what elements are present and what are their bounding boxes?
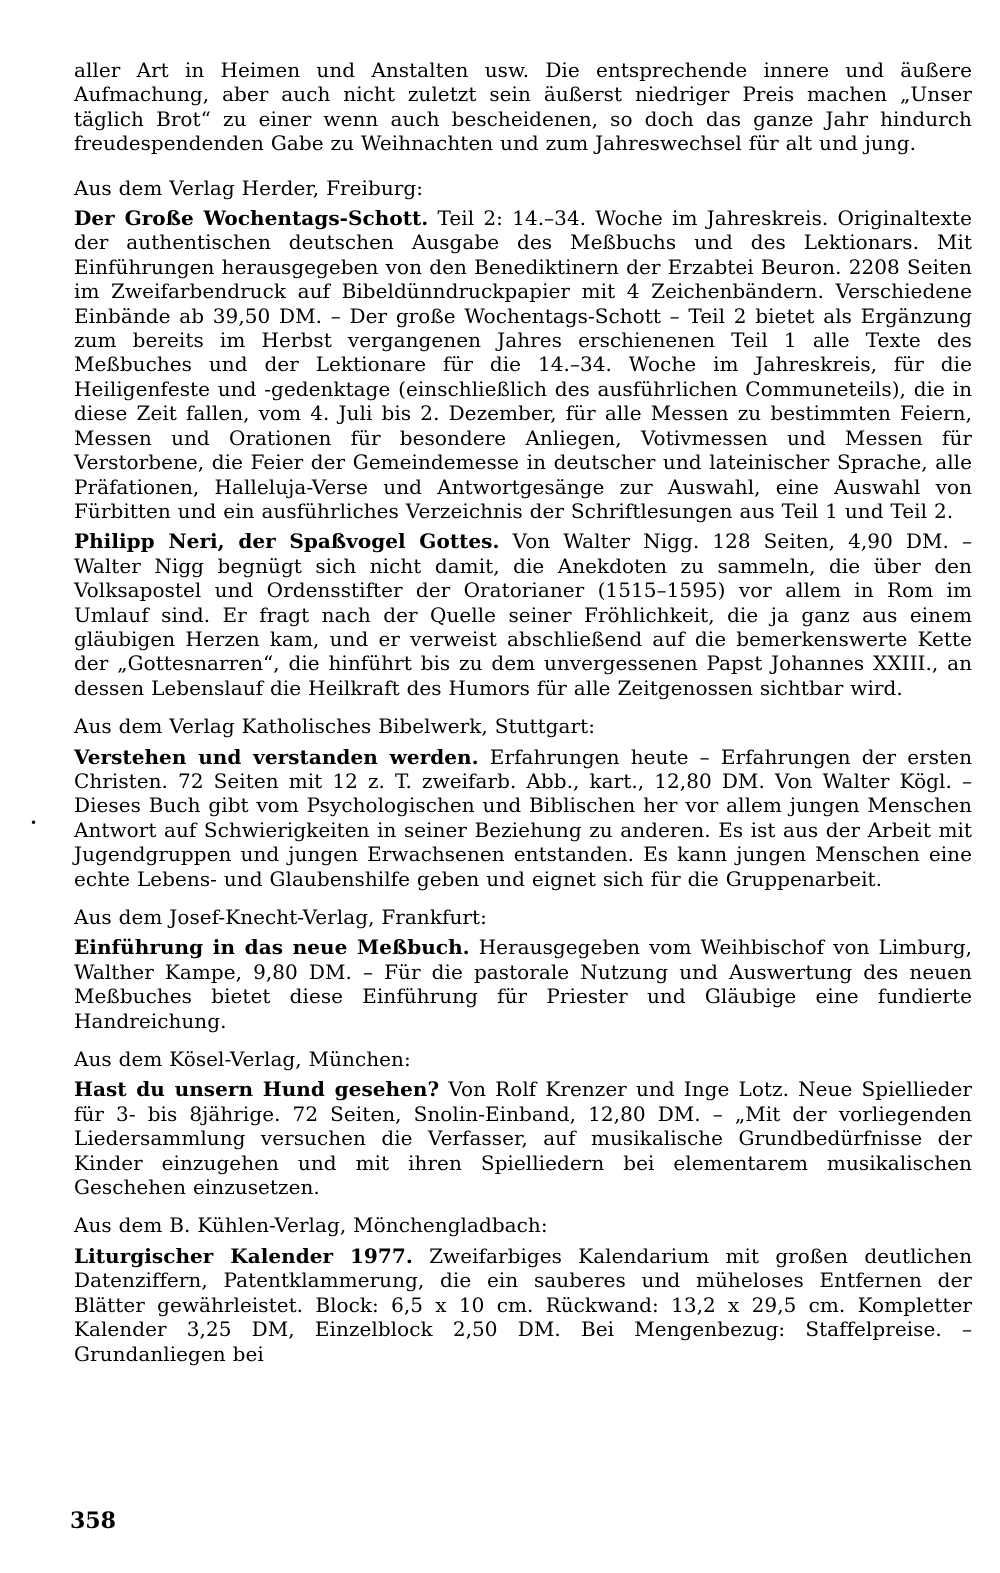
page-body (74, 58, 972, 1366)
publisher-heading: Aus dem Josef-Knecht-Verlag, Frankfurt: (74, 905, 487, 929)
book-entry (74, 206, 972, 523)
page-number: 358 (70, 1508, 116, 1534)
book-description: Erfahrungen heute – Erfahrungen der ersten Christen. 72 Seiten mit 12 z. T. zweifarb. Abb., kart., 12,80 DM. Von Walter Kögl. – Dieses Buch gibt vom Psychologischen und Biblischen her vor allem jungen Menschen Antwort auf Schwierigkeiten in seiner Beziehung zu anderen. Es ist aus der Arbeit mit Jugendgruppen und jungen Erwachsenen entstanden. Es kann jungen Menschen eine echte Lebens- und Glaubenshilfe geben und eignet sich für die Gruppenarbeit. (74, 744, 972, 891)
intro-paragraph: aller Art in Heimen und Anstalten usw. Die entsprechende innere und äußere Aufmachung, aber auch nicht zuletzt sein äußerst niedriger Preis machen „Unser täglich Brot“ zu einer wenn auch bescheidenen, so doch das ganze Jahr hindurch freudespendenden Gabe zu Weihnachten und zum Jahreswechsel für alt und jung. (74, 58, 972, 156)
book-entry (74, 1244, 972, 1366)
print-speck: • (30, 816, 38, 830)
book-description: Zweifarbiges Kalendarium mit großen deutlichen Datenziffern, Patentklammerung, die ein sauberes und müheloses Entfernen der Blätter gewährleistet. Block: 6,5 x 10 cm. Rückwand: 13,2 x 29,5 cm. Kompletter Kalender 3,25 DM, Einzelblock 2,50 DM. Bei Mengenbezug: Staffelpreise. – Grundanliegen bei (74, 1243, 972, 1366)
book-title: Verstehen und verstanden werden. (74, 744, 479, 769)
book-title: Der Große Wochentags-Schott. (74, 206, 429, 231)
publisher-heading: Aus dem Verlag Herder, Freiburg: (74, 175, 423, 200)
book-description: Herausgegeben vom Weihbischof von Limburg, Walther Kampe, 9,80 DM. – Für die pastorale Nutzung und Auswertung des neuen Meßbuches bietet diese Einführung für Priester und Gläubige eine fundierte Handreichung. (74, 935, 972, 1033)
book-description: Von Rolf Krenzer und Inge Lotz. Neue Spiellieder für 3- bis 8jährige. 72 Seiten, Snolin-Einband, 12,80 DM. – „Mit der vorliegenden Liedersammlung versuchen die Verfasser, auf musikalische Grundbedürfnisse der Kinder einzugehen und mit ihren Spielliedern bei elementarem musikalischen Geschehen einzusetzen. (74, 1077, 972, 1200)
book-title: Philipp Neri, der Spaßvogel Gottes. (74, 529, 500, 554)
book-title: Liturgischer Kalender 1977. (74, 1243, 413, 1268)
book-entry (74, 935, 972, 1033)
book-entry (74, 1077, 972, 1199)
book-title: Einführung in das neue Meßbuch. (74, 935, 470, 960)
publisher-heading: Aus dem Verlag Katholisches Bibelwerk, Stuttgart: (74, 714, 595, 739)
book-description: Von Walter Nigg. 128 Seiten, 4,90 DM. – Walter Nigg begnügt sich nicht damit, die Anekdoten zu sammeln, die über den Volksapostel und Ordensstifter der Oratorianer (1515–1595) vor allem in Rom im Umlauf sind. Er fragt nach der Quelle seiner Fröhlichkeit, die ja ganz aus einem gläubigen Herzen kam, und er verweist abschließend auf die bemerkenswerte Kette der „Gottesnarren“, die hinführt bis zu dem unvergessenen Papst Johannes XXIII., an dessen Lebenslauf die Heilkraft des Humors für alle Zeitgenossen sichtbar wird. (74, 529, 972, 700)
book-entry (74, 745, 972, 891)
book-description: Teil 2: 14.–34. Woche im Jahreskreis. Originaltexte der authentischen deutschen Ausgabe des Meßbuchs und des Lektionars. Mit Einführungen herausgegeben von den Benediktinern der Erzabtei Beuron. 2208 Seiten im Zweifarbendruck auf Bibeldünndruckpapier mit 4 Zeichenbändern. Verschiedene Einbände ab 39,50 DM. – Der große Wochentags-Schott – Teil 2 bietet als Ergänzung zum bereits im Herbst vergangenen Jahres erschienenen Teil 1 alle Texte des Meßbuches und der Lektionare für die 14.–34. Woche im Jahreskreis, für die Heiligenfeste und -gedenktage (einschließlich des ausführlichen Communeteils), die in diese Zeit fallen, vom 4. Juli bis 2. Dezember, für alle Messen zu bestimmten Feiern, Messen und Orationen für besondere Anliegen, Votivmessen und Messen für Verstorbene, die Feier der Gemeindemesse in deutscher und lateinischer Sprache, alle Präfationen, Halleluja-Verse und Antwortgesänge zur Auswahl, eine Auswahl von Fürbitten und ein ausführliches Verzeichnis der Schriftlesungen aus Teil 1 und Teil 2. (74, 206, 972, 523)
publisher-heading: Aus dem Kösel-Verlag, München: (74, 1047, 411, 1072)
book-title: Hast du unsern Hund gesehen? (74, 1077, 440, 1102)
publisher-heading: Aus dem B. Kühlen-Verlag, Mönchengladbach: (74, 1213, 548, 1238)
book-entry (74, 529, 972, 700)
